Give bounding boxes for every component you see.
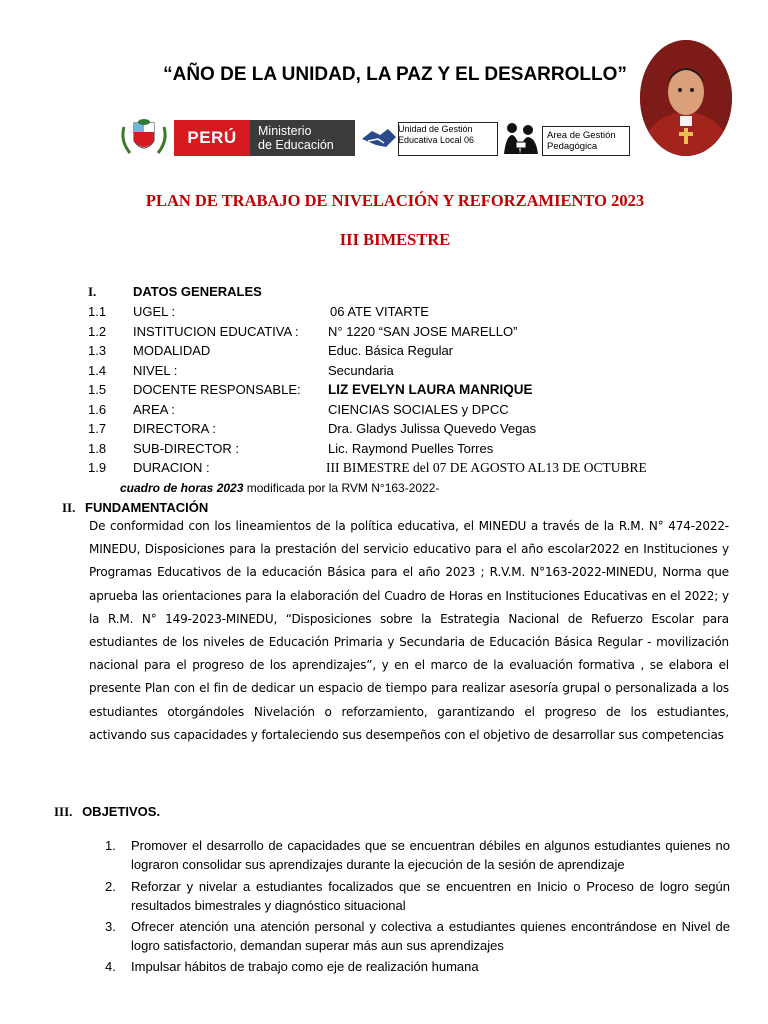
fundamentacion-paragraph: De conformidad con los lineamientos de la política educativa, el MINEDU a través de la R.M. N° 474-2022-MINEDU, Disposiciones para la prestación del servicio educativo para el año escolar2022 en Instituciones y Programas Educativos de la educación Básica para el año 2023 ; R.V.M. N°163-2022-MINEDU, Norma que aprueba las orientaciones para la elaboración del Cuadro de Horas en Instituciones Educativas en el 2022; y la R.M. N° 149-2023-MINEDU, “Disposiciones sobre la Estrategia Nacional de Refuerzo Escolar para estudiantes de los niveles de Educación Primaria y Secundaria de Educación Básica Regular - movilización nacional para el progreso de los aprendizajes”, y en el marco de la evaluación formativa , se elabora el presente Plan con el fin de dedicar un espacio de tiempo para realizar asesoría grupal o personalizada a los estudiantes otorgándoles Nivelación o reforzamiento, garantizando el progreso de los estudiantes, activando sus capacidades y fortaleciendo sus desempeños con el objetivo de desarrollar sus competencias	[89, 519, 729, 742]
datos-row-label: DIRECTORA :	[133, 421, 216, 436]
datos-row-number: 1.8	[88, 440, 107, 456]
datos-row-value: LIZ EVELYN LAURA MANRIQUE	[328, 382, 533, 397]
datos-row-value: Educ. Básica Regular	[328, 343, 454, 358]
objetivo-text: Reforzar y nivelar a estudiantes focalizados que se encuentren en Inicio o Proceso de logro según resultados bimestrales y diagnóstico situacional	[131, 879, 730, 913]
datos-row-value: 06 ATE VITARTE	[330, 304, 429, 319]
datos-row-label: UGEL :	[133, 304, 176, 319]
datos-row-number: 1.7	[88, 421, 107, 436]
datos-row-label: MODALIDAD	[133, 343, 211, 358]
datos-row	[0, 460, 768, 478]
cuadro-horas-bold: cuadro de horas 2023	[120, 481, 244, 495]
datos-row-value: N° 1220 “SAN JOSE MARELLO”	[328, 323, 518, 339]
datos-row-value: III BIMESTRE del 07 DE AGOSTO AL13 DE OCTUBRE	[326, 460, 647, 475]
agp-line2: Pedagógica	[547, 141, 598, 152]
datos-row	[0, 421, 768, 439]
section-number: I.	[88, 284, 97, 299]
document-subtitle: III BIMESTRE	[339, 230, 451, 249]
ministerio-educacion-logo	[250, 120, 355, 156]
datos-row	[0, 441, 768, 459]
objetivo-text: Ofrecer atención una atención personal y colectiva a estudiantes quienes encontrándose en Nivel de logro satisfactorio, demandan superar más aun sus aprendizajes	[131, 919, 730, 953]
datos-row-value: Dra. Gladys Julissa Quevedo Vegas	[328, 421, 537, 436]
objetivo-text: Promover el desarrollo de capacidades que se encuentran débiles en algunos estudiantes quienes no lograron consolidar sus aprendizajes durante la ejecución de la sesión de aprendizaje	[131, 838, 730, 872]
datos-row	[0, 343, 768, 361]
datos-row	[0, 304, 768, 322]
datos-row-label: INSTITUCION EDUCATIVA :	[133, 323, 299, 339]
datos-row-label: SUB-DIRECTOR :	[133, 440, 239, 456]
datos-row-label: DURACION :	[133, 460, 210, 475]
datos-row-number: 1.4	[88, 362, 107, 378]
peru-logo: PERÚ	[174, 120, 250, 156]
datos-row-label: AREA :	[133, 401, 175, 417]
document-title: PLAN DE TRABAJO DE NIVELACIÓN Y REFORZAMIENTO 2023	[145, 191, 645, 210]
datos-row	[0, 402, 768, 420]
datos-row	[0, 324, 768, 342]
datos-row-label: NIVEL :	[133, 362, 178, 378]
ministerio-line2: de Educación	[258, 138, 334, 152]
datos-row-number: 1.2	[88, 323, 107, 339]
people-group-icon	[500, 120, 542, 156]
datos-row-value: CIENCIAS SOCIALES y DPCC	[328, 401, 509, 417]
year-motto: “AÑO DE LA UNIDAD, LA PAZ Y EL DESARROLLO”	[163, 64, 627, 85]
datos-row-number: 1.6	[88, 401, 107, 417]
agp-line1: Area de Gestión	[547, 130, 616, 141]
portrait-image	[640, 40, 732, 156]
objetivo-number: 2.	[105, 879, 116, 894]
datos-row-number: 1.9	[88, 460, 107, 475]
objetivo-item	[105, 877, 730, 915]
objetivo-number: 3.	[105, 919, 116, 934]
ugel-line2: Educativa Local 06	[398, 134, 475, 145]
section-heading: OBJETIVOS.	[82, 804, 161, 819]
objetivos-heading	[54, 804, 160, 820]
cuadro-horas-note	[120, 481, 439, 495]
agp-logo-text	[547, 130, 631, 152]
datos-row	[0, 382, 768, 400]
section-number: II.	[62, 500, 76, 515]
objetivo-item	[105, 836, 730, 874]
objetivo-text: Impulsar hábitos de trabajo como eje de realización humana	[131, 959, 479, 974]
peru-coat-of-arms-icon	[120, 117, 168, 157]
section-number: III.	[54, 804, 73, 819]
objetivo-number: 4.	[105, 959, 116, 974]
datos-row-label: DOCENTE RESPONSABLE:	[133, 382, 301, 397]
datos-row-number: 1.1	[88, 304, 107, 319]
section-heading: DATOS GENERALES	[133, 284, 262, 299]
datos-row-value: Secundaria	[328, 362, 394, 378]
objetivo-item	[105, 957, 730, 976]
handshake-icon	[360, 121, 398, 155]
fundamentacion-heading	[62, 500, 208, 516]
ugel-logo-text	[398, 124, 498, 145]
ugel-line1: Unidad de Gestión	[398, 124, 473, 134]
datos-row-number: 1.5	[88, 382, 107, 397]
datos-row-number: 1.3	[88, 343, 107, 358]
section-heading: FUNDAMENTACIÓN	[85, 500, 209, 515]
datos-row	[0, 363, 768, 381]
objetivo-item	[105, 917, 730, 955]
ministerio-line1: Ministerio	[258, 124, 312, 138]
datos-row-value: Lic. Raymond Puelles Torres	[328, 440, 494, 456]
cuadro-horas-rest: modificada por la RVM N°163-2022-	[243, 481, 440, 495]
objetivo-number: 1.	[105, 838, 116, 853]
